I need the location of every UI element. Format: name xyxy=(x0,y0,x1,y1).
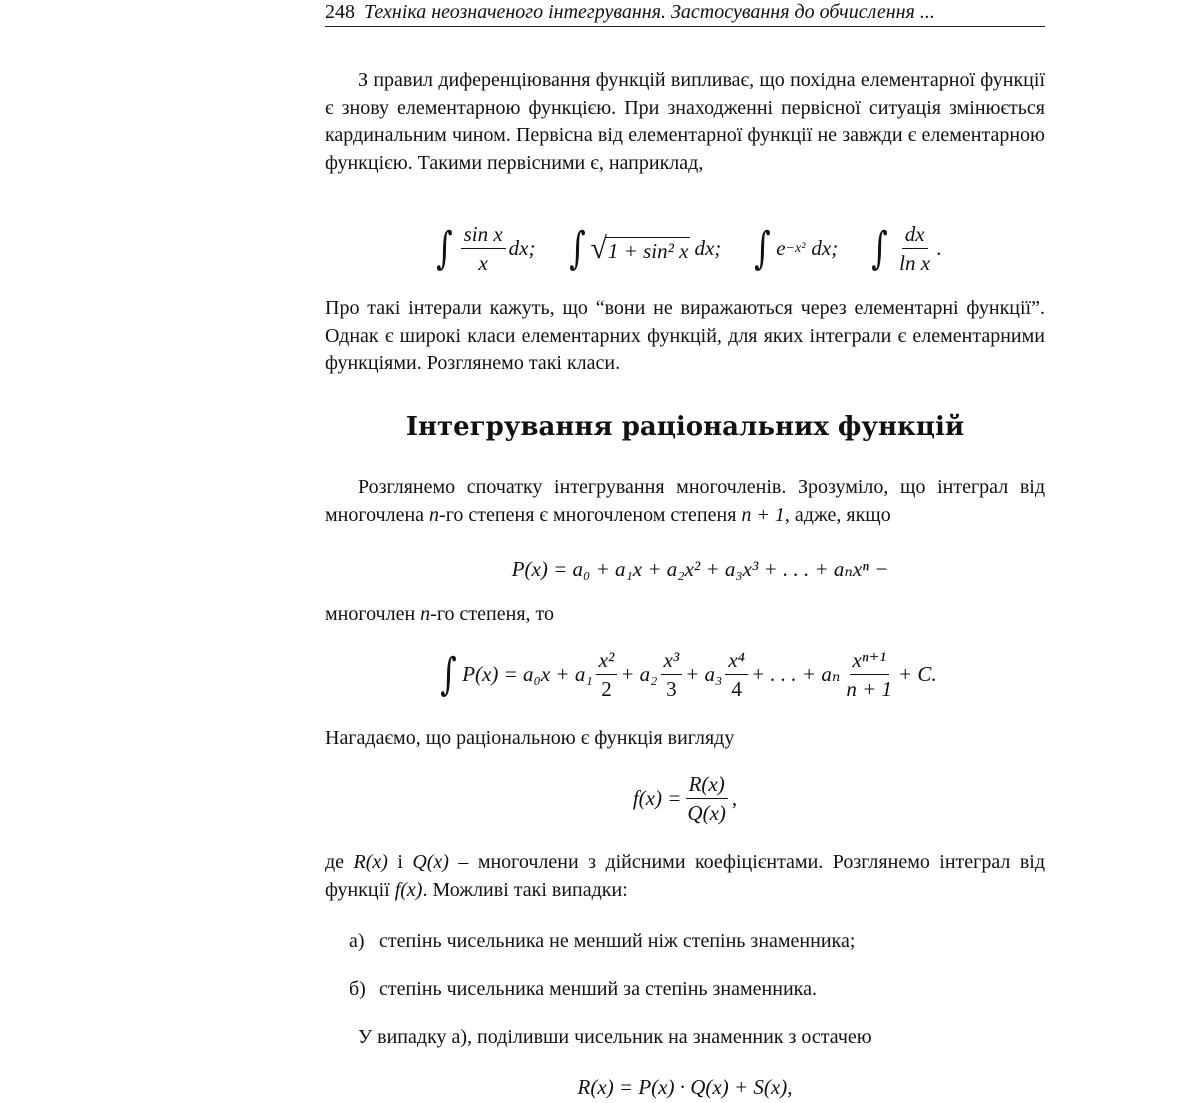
radicand: 1 + sin² x xyxy=(607,238,689,263)
fraction-denominator: 2 xyxy=(601,677,612,701)
differential: dx; xyxy=(811,236,839,260)
fraction-numerator: dx xyxy=(902,222,928,249)
text-run: , адже, якщо xyxy=(784,503,891,526)
fraction-denominator: 4 xyxy=(731,677,742,701)
polynomial-paragraph xyxy=(325,474,1045,529)
equation-term: + a₂ xyxy=(620,662,658,686)
text-run: і xyxy=(387,851,413,873)
running-header xyxy=(325,0,1045,27)
fraction-denominator: ln x xyxy=(899,251,931,275)
fraction-numerator: sin x xyxy=(461,222,506,249)
list-item xyxy=(349,928,1049,955)
reminder-text: Нагадаємо, що раціональною є функція вигляду xyxy=(325,727,735,749)
page xyxy=(325,0,1045,1103)
fraction xyxy=(896,222,933,275)
fraction xyxy=(461,222,506,275)
text-run: . Можливі такі випадки: xyxy=(422,878,628,901)
text-run: Розглянемо спочатку інтегрування многочленів. Зрозуміло, що інтеграл від многочлена xyxy=(325,476,1045,526)
case-a-text: У випадку а), поділивши чисельник на знаменник з остачею xyxy=(358,1026,872,1048)
polynomial-integral-equation xyxy=(325,648,1045,701)
text-run: – многочлени з дійсними коефіцієнтами. Розглянемо інтеграл від функції xyxy=(325,851,1045,901)
list-item-text: степінь чисельника менший за степінь знаменника. xyxy=(379,978,817,1000)
fraction-denominator: 3 xyxy=(666,677,677,701)
fraction-denominator: n + 1 xyxy=(846,677,893,701)
equation-term: + a₃ xyxy=(685,662,723,686)
math-R: R(x) xyxy=(353,851,388,873)
text-run: многочлен xyxy=(325,603,421,625)
fraction-numerator: R(x) xyxy=(686,772,728,799)
fraction-denominator: Q(x) xyxy=(687,801,726,825)
list-item xyxy=(349,976,1049,1003)
equation-lhs: f(x) = xyxy=(632,786,682,810)
after-integrals-paragraph: Про такі інтерали кажуть, що “вони не виражаються через елементарні функції”. Однак є широкі класи елементарних функцій, для яких інтеграли є елементарними функціями. Розглянемо такі класи. xyxy=(325,297,1045,374)
intro-paragraph: З правил диференціювання функцій випливає, що похідна елементарної функції є знову елементарною функцією. При знаходженні первісної ситуація змінюється кардинальним чином. Первісна від елементарної функції не завжди є елементарною функцією. Такими первісними є, наприклад, xyxy=(325,69,1045,174)
equation-term: + . . . + aₙ xyxy=(750,662,841,686)
math-n: n xyxy=(420,603,431,625)
nonelementary-integrals: ∫ $\frac{\text{sin x}}{x}$ dx; ∫ √ 1 + sin² x dx; ∫ e −x² dx; ∫ $\frac{dx}{\text{ln x}}$ . xyxy=(435,222,942,275)
fraction xyxy=(725,648,748,701)
fraction-numerator: xⁿ⁺¹ xyxy=(850,648,889,675)
period: . xyxy=(936,236,942,260)
math-n: n xyxy=(429,503,440,526)
page-number: 248 xyxy=(325,1,355,23)
fraction xyxy=(661,648,683,701)
fraction-numerator: x³ xyxy=(661,648,683,675)
list-item-text: степінь чисельника не менший ніж степінь знаменника; xyxy=(379,930,856,952)
equation-term: + C. xyxy=(898,662,937,686)
integral-sign: ∫ xyxy=(754,222,772,274)
integral-sign: ∫ xyxy=(440,648,458,700)
integral-sign: ∫ xyxy=(435,222,453,274)
equation-lhs: P(x) = a₀x + a₁ xyxy=(462,662,593,686)
fraction xyxy=(684,772,728,825)
exponential-base: e xyxy=(776,236,786,260)
cases-intro-paragraph xyxy=(325,849,1045,904)
division-equation: R(x) = P(x) · Q(x) + S(x), xyxy=(577,1075,793,1099)
list-item-label: а) xyxy=(349,930,365,952)
text-run: де xyxy=(325,851,354,873)
differential: dx; xyxy=(694,236,722,260)
math-f: f(x) xyxy=(394,878,423,901)
polynomial-after-text xyxy=(325,601,1045,629)
math-n-plus-one: n + 1 xyxy=(741,503,785,526)
running-title: Техніка неозначеного інтегрування. Застосування до обчислення ... xyxy=(364,1,935,23)
text-run: -го степеня, то xyxy=(430,603,554,625)
fraction-numerator: x² xyxy=(596,648,618,675)
fraction-numerator: x⁴ xyxy=(725,648,748,675)
fraction xyxy=(843,648,895,701)
comma: , xyxy=(731,786,738,810)
polynomial-equation: P(x) = a₀ + a₁x + a₂x² + a₃x³ + . . . + aₙxⁿ − xyxy=(511,557,889,581)
list-item-label: б) xyxy=(349,978,366,1000)
math-Q: Q(x) xyxy=(412,851,449,873)
section-heading: Інтегрування раціональних функцій xyxy=(405,412,965,442)
integral-sign: ∫ xyxy=(871,222,888,274)
fraction-denominator: x xyxy=(478,251,488,275)
fraction xyxy=(596,648,618,701)
text-run: -го степеня є многочленом степеня xyxy=(439,503,742,526)
integral-sign: ∫ xyxy=(568,222,586,274)
square-root: √ 1 + sin² x xyxy=(590,231,689,265)
rational-function-equation xyxy=(325,772,1045,825)
differential: dx; xyxy=(508,236,536,260)
